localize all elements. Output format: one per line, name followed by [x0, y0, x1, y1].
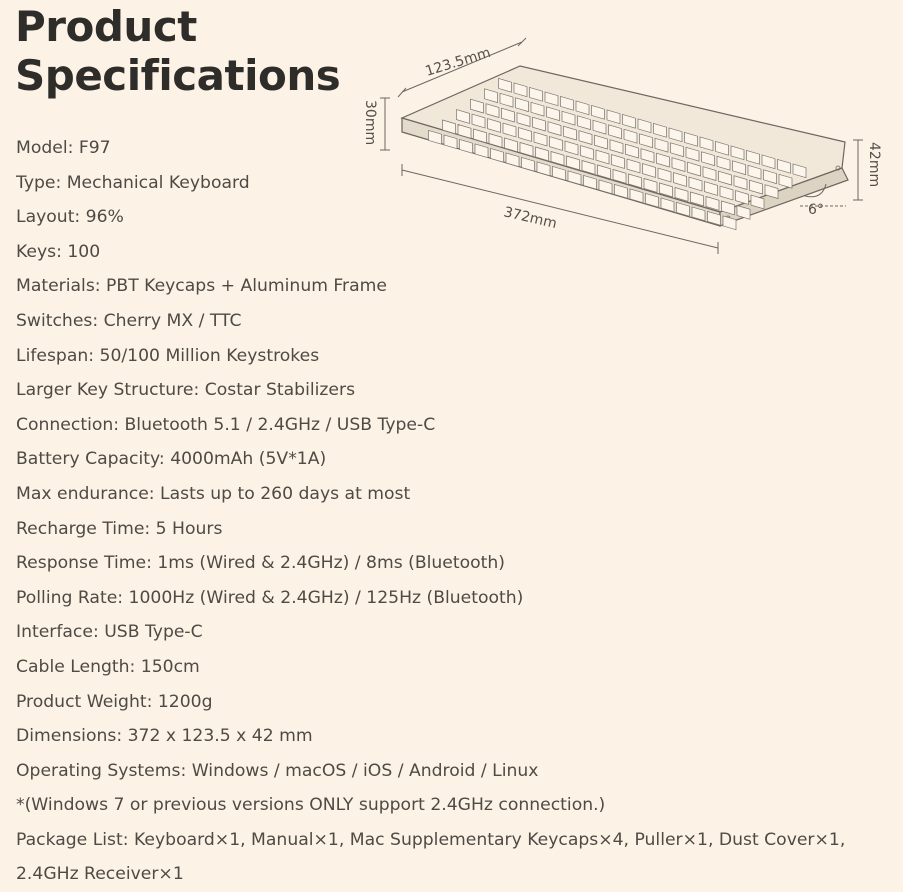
spec-layout: Layout: 96%	[16, 207, 124, 228]
spec-lifespan: Lifespan: 50/100 Million Keystrokes	[16, 345, 320, 366]
spec-battery: Battery Capacity: 4000mAh (5V*1A)	[16, 449, 327, 470]
spec-connection: Connection: Bluetooth 5.1 / 2.4GHz / USB Type-C	[16, 414, 436, 435]
page-title	[15, 2, 340, 100]
spec-weight: Product Weight: 1200g	[16, 691, 213, 712]
keyboard-illustration	[402, 66, 848, 233]
angle-label: 6°	[808, 202, 824, 218]
spec-os-note: *(Windows 7 or previous versions ONLY support 2.4GHz connection.)	[16, 795, 606, 816]
front-height-label: 30mm	[362, 100, 378, 146]
spec-package: Package List: Keyboard×1, Manual×1, Mac Supplementary Keycaps×4, Puller×1, Dust Cover×1,	[16, 829, 846, 850]
keyboard-diagram	[350, 28, 890, 258]
spec-keys: Keys: 100	[16, 241, 101, 262]
spec-endurance: Max endurance: Lasts up to 260 days at most	[16, 483, 411, 504]
spec-materials: Materials: PBT Keycaps + Aluminum Frame	[16, 276, 387, 297]
spec-dimensions: Dimensions: 372 x 123.5 x 42 mm	[16, 726, 313, 747]
spec-package-continued: 2.4GHz Receiver×1	[16, 864, 184, 885]
spec-key-structure: Larger Key Structure: Costar Stabilizers	[16, 380, 356, 401]
spec-polling: Polling Rate: 1000Hz (Wired & 2.4GHz) / 125Hz (Bluetooth)	[16, 587, 524, 608]
spec-os: Operating Systems: Windows / macOS / iOS / Android / Linux	[16, 760, 539, 781]
spec-cable: Cable Length: 150cm	[16, 656, 200, 677]
title-line-1: Product	[15, 2, 197, 51]
spec-model: Model: F97	[16, 138, 111, 158]
back-height-label: 42mm	[866, 142, 882, 188]
spec-type: Type: Mechanical Keyboard	[16, 172, 250, 193]
spec-recharge: Recharge Time: 5 Hours	[16, 518, 223, 539]
width-label: 372mm	[502, 204, 559, 233]
depth-label: 123.5mm	[423, 44, 493, 80]
spec-interface: Interface: USB Type-C	[16, 622, 203, 643]
title-line-2: Specifications	[15, 51, 341, 100]
spec-response: Response Time: 1ms (Wired & 2.4GHz) / 8ms (Bluetooth)	[16, 553, 505, 574]
spec-switches: Switches: Cherry MX / TTC	[16, 310, 242, 331]
